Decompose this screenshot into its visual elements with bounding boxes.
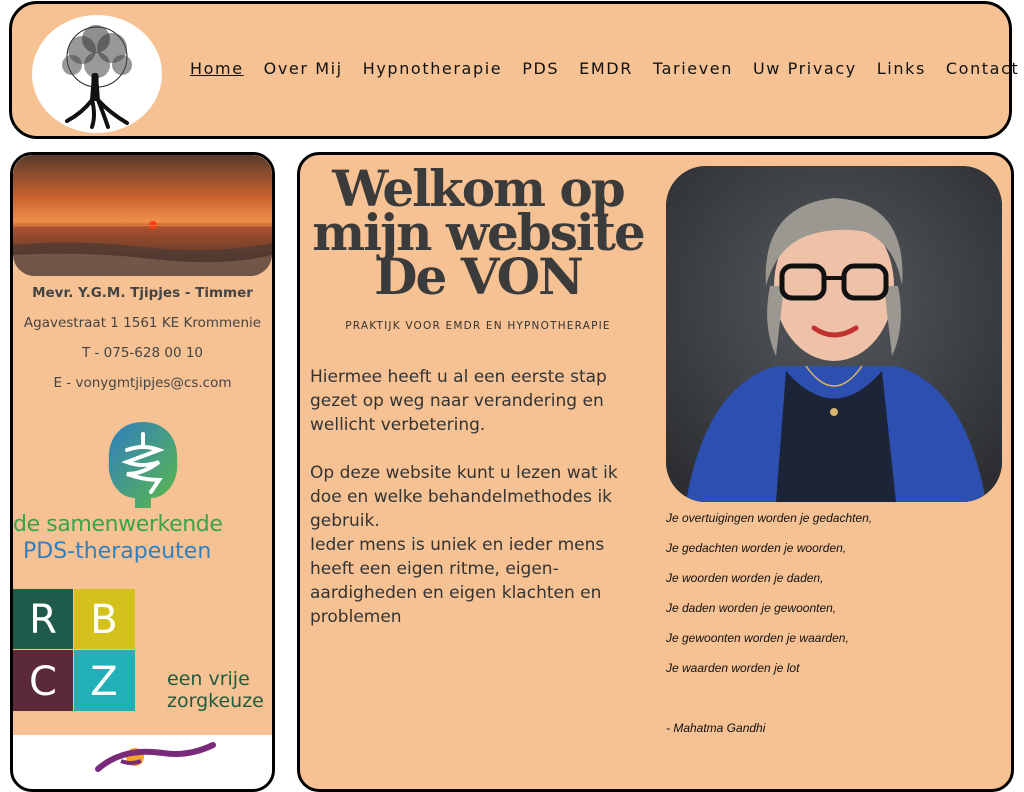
rbcz-letter-z: Z [90,659,118,705]
quote-line-3: Je woorden worden je daden, [666,571,824,585]
nav-emdr[interactable]: EMDR [579,59,633,78]
nav-links[interactable]: Links [876,59,926,78]
rbcz-tagline-line2: zorgkeuze [167,690,264,712]
quote-line-2: Je gedachten worden je woorden, [666,541,847,555]
phone[interactable]: T - 075-628 00 10 [81,345,204,361]
address: Agavestraat 1 1561 KE Krommenie [23,315,262,331]
rbcz-logo[interactable] [13,589,135,711]
email[interactable]: E - vonygmtjipjes@cs.com [53,375,232,391]
rbcz-letter-c: C [29,659,57,705]
sidebar [10,152,275,792]
quote-line-5: Je gewoonten worden je waarden, [666,631,849,645]
portrait-photo [666,166,1002,502]
pds-title-line2: PDS-therapeuten [23,539,212,564]
pds-logo-icon[interactable] [101,418,185,512]
main-nav [190,59,1024,78]
main-content [297,152,1014,792]
intro-paragraph-3: Ieder mens is uniek en ieder mens heeft een eigen ritme, eigen-aardigheden en eigen klachten en problemen [310,535,605,627]
rbcz-tagline-line1: een vrije [167,668,250,690]
quote-line-1: Je overtuigingen worden je gedachten, [666,511,873,525]
nav-pds[interactable]: PDS [522,59,560,78]
nav-contact[interactable]: Contact [945,59,1020,78]
quote-line-4: Je daden worden je gewoonten, [666,601,837,615]
quote-line-6: Je waarden worden je lot [666,661,800,675]
nav-over-mij[interactable]: Over Mij [263,59,343,78]
sunset-image [13,155,272,276]
page-subtitle: PRAKTIJK VOOR EMDR EN HYPNOTHERAPIE [345,320,611,332]
nav-tarieven[interactable]: Tarieven [652,59,733,78]
rbcz-letter-r: R [29,597,57,643]
rbcz-tagline [167,668,264,712]
rbcz-letter-b: B [90,597,118,643]
nav-home[interactable]: Home [190,59,244,78]
nav-uw-privacy[interactable]: Uw Privacy [752,59,857,78]
quote-author: - Mahatma Gandhi [666,721,766,735]
pds-title-line1: de samenwerkende [13,512,223,537]
site-header [9,1,1020,139]
nav-hypnotherapie[interactable]: Hypnotherapie [362,59,503,78]
intro-paragraph-2: Op deze website kunt u lezen wat ik doe en welke behandelmethodes ik gebruik. [310,463,618,531]
page-title: Welkom op mijn website De VON [312,159,644,306]
intro-paragraph-1: Hiermee heeft u al een eerste stap gezet op weg naar verandering en wellicht verbetering. [310,367,607,435]
tree-logo[interactable] [32,15,162,133]
partner-logo[interactable] [13,735,272,792]
practitioner-name: Mevr. Y.G.M. Tjipjes - Timmer [32,285,253,301]
